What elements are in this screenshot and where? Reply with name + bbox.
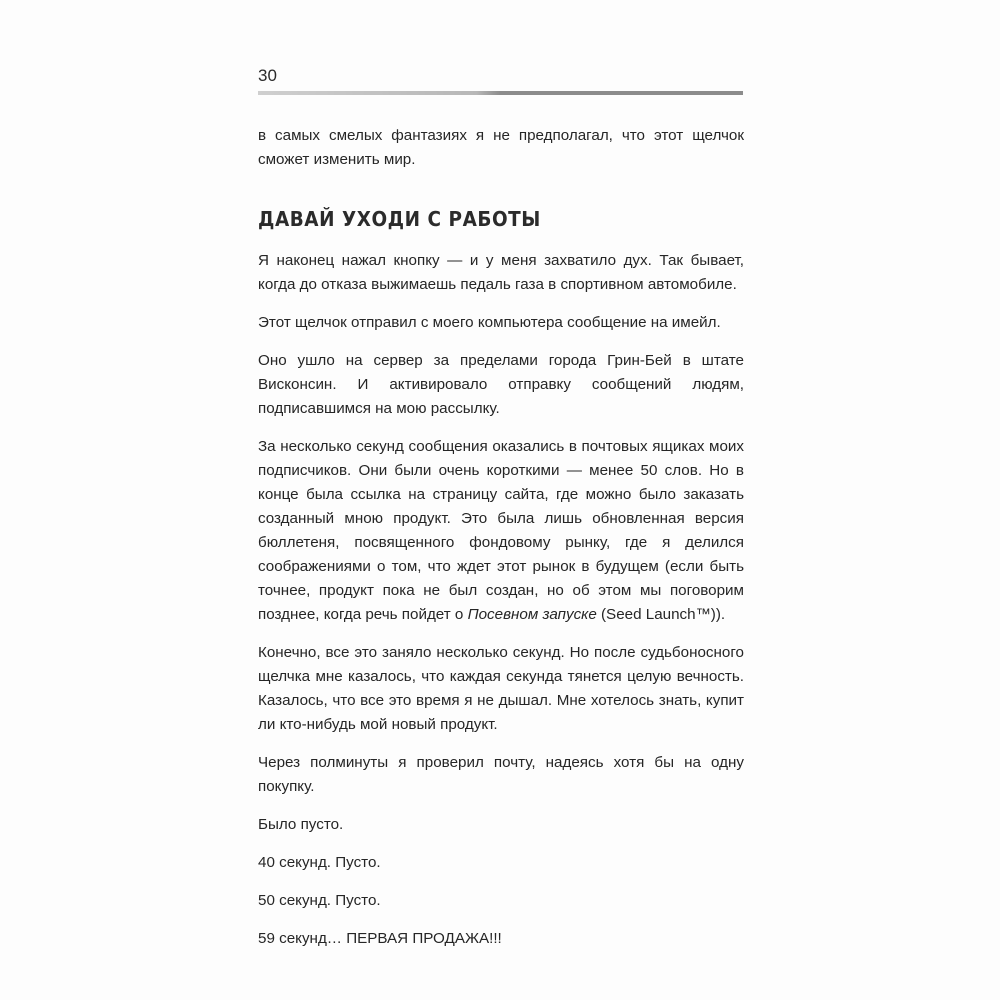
paragraph-first-sale: 59 секунд… ПЕРВАЯ ПРОДАЖА!!! bbox=[258, 930, 502, 947]
paragraph-continuation: в самых смелых фантазиях я не предполагал, что этот щелчок сможет изменить мир. bbox=[258, 127, 744, 168]
paragraph-server: Оно ушло на сервер за пределами города Грин-Бей в штате Висконсин. И активировало отправку сообщений людям, подписавшимся на мою рассылку. bbox=[258, 352, 744, 417]
paragraph-50-seconds: 50 секунд. Пусто. bbox=[258, 892, 381, 909]
paragraph-empty: Было пусто. bbox=[258, 816, 344, 833]
section-heading: ДАВАЙ УХОДИ С РАБОТЫ bbox=[258, 207, 541, 231]
paragraph-check-mail: Через полминуты я проверил почту, надеясь хотя бы на одну покупку. bbox=[258, 754, 744, 795]
page-body bbox=[258, 124, 744, 965]
page-number: 30 bbox=[258, 66, 277, 85]
paragraph-subscribers bbox=[258, 435, 744, 627]
header-rule bbox=[258, 91, 743, 95]
paragraph-button-press: Я наконец нажал кнопку — и у меня захватило дух. Так бывает, когда до отказа выжимаешь педаль газа в спортивном автомобиле. bbox=[258, 252, 744, 293]
paragraph-email-sent: Этот щелчок отправил с моего компьютера сообщение на имейл. bbox=[258, 314, 721, 331]
paragraph-40-seconds: 40 секунд. Пусто. bbox=[258, 854, 381, 871]
seed-launch-italic: Посевном запуске bbox=[467, 606, 597, 623]
paragraph-subscribers-text: За несколько секунд сообщения оказались в почтовых ящиках моих подписчиков. Они были очень короткими — менее 50 слов. Но в конце была ссылка на страницу сайта, где можно было заказать созданный мною продукт. Это была лишь обновленная версия бюллетеня, посвященного фондовому рынку, где я делился соображениями о том, что ждет этот рынок в будущем (если быть точнее, продукт пока не был создан, но об этом мы поговорим позднее, когда речь пойдет о bbox=[258, 438, 744, 623]
paragraph-waiting: Конечно, все это заняло несколько секунд. Но после судьбоносного щелчка мне казалось, что каждая секунда тянется целую вечность. Казалось, что все это время я не дышал. Мне хотелось знать, купит ли кто-нибудь мой новый продукт. bbox=[258, 644, 744, 733]
paragraph-subscribers-end: (Seed Launch™)). bbox=[596, 606, 726, 623]
